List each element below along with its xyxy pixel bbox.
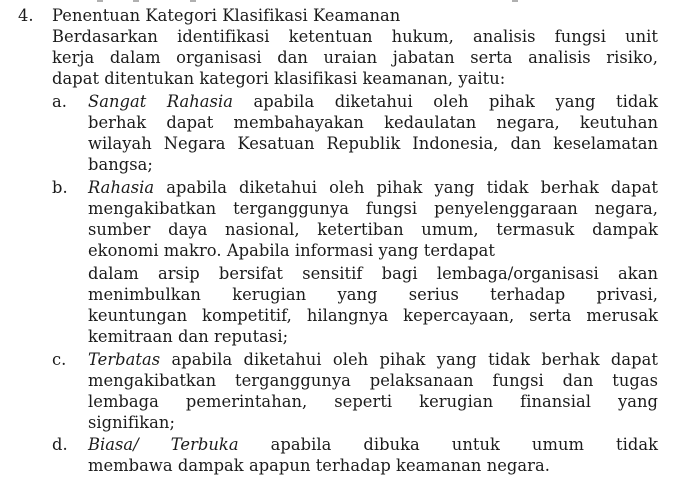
list-marker-c: c. bbox=[52, 350, 67, 369]
list-item-line: keuntungan kompetitif, hilangnya kepercayaan, serta merusak bbox=[88, 306, 658, 325]
section-number: 4. bbox=[18, 6, 34, 25]
cropped-line-fragment bbox=[190, 0, 196, 2]
list-item-line: kemitraan dan reputasi; bbox=[88, 327, 289, 346]
term-terbatas: Terbatas bbox=[88, 350, 161, 369]
cropped-line-fragment bbox=[133, 0, 139, 2]
list-marker-b: b. bbox=[52, 178, 68, 197]
list-item-line: wilayah Negara Kesatuan Republik Indonesia, dan keselamatan bbox=[88, 134, 658, 153]
list-marker-a: a. bbox=[52, 92, 67, 111]
list-item-line: lembaga pemerintahan, seperti kerugian finansial yang bbox=[88, 392, 658, 411]
list-item-line: ekonomi makro. Apabila informasi yang terdapat bbox=[88, 241, 495, 260]
term-rahasia: Rahasia bbox=[88, 178, 155, 197]
list-item-text: apabila dibuka untuk umum tidak bbox=[238, 435, 658, 454]
list-item-a-first-line bbox=[88, 91, 658, 112]
term-sangat-rahasia: Sangat Rahasia bbox=[88, 92, 233, 111]
list-item-text: apabila diketahui oleh pihak yang tidak berhak dapat bbox=[160, 350, 658, 369]
list-item-line: mengakibatkan terganggunya pelaksanaan fungsi dan tugas bbox=[88, 371, 658, 390]
section-title: Penentuan Kategori Klasifikasi Keamanan bbox=[52, 6, 401, 25]
list-item-line: berhak dapat membahayakan kedaulatan negara, keutuhan bbox=[88, 113, 658, 132]
intro-line: Berdasarkan identifikasi ketentuan hukum, analisis fungsi unit bbox=[52, 27, 658, 46]
intro-line: kerja dalam organisasi dan uraian jabatan serta analisis risiko, bbox=[52, 48, 658, 67]
list-item-line: mengakibatkan terganggunya fungsi penyelenggaraan negara, bbox=[88, 199, 658, 218]
intro-line: dapat ditentukan kategori klasifikasi keamanan, yaitu: bbox=[52, 69, 506, 88]
list-item-line: bangsa; bbox=[88, 155, 153, 174]
cropped-line-fragment bbox=[512, 0, 518, 2]
list-item-text: apabila diketahui oleh pihak yang tidak berhak dapat bbox=[154, 178, 658, 197]
list-item-text: apabila diketahui oleh pihak yang tidak bbox=[232, 92, 658, 111]
list-item-line: membawa dampak apapun terhadap keamanan negara. bbox=[88, 456, 550, 475]
list-item-line: signifikan; bbox=[88, 413, 176, 432]
list-item-d-first-line bbox=[88, 434, 658, 455]
list-item-line: dalam arsip bersifat sensitif bagi lembaga/organisasi akan bbox=[88, 264, 658, 283]
cropped-line-fragment bbox=[97, 0, 103, 2]
list-item-c-first-line bbox=[88, 349, 658, 370]
list-marker-d: d. bbox=[52, 435, 68, 454]
list-item-b-first-line bbox=[88, 177, 658, 198]
list-item-line: sumber daya nasional, ketertiban umum, termasuk dampak bbox=[88, 220, 658, 239]
term-biasa-terbuka: Biasa/ Terbuka bbox=[88, 435, 239, 454]
list-item-line: menimbulkan kerugian yang serius terhadap privasi, bbox=[88, 285, 658, 304]
